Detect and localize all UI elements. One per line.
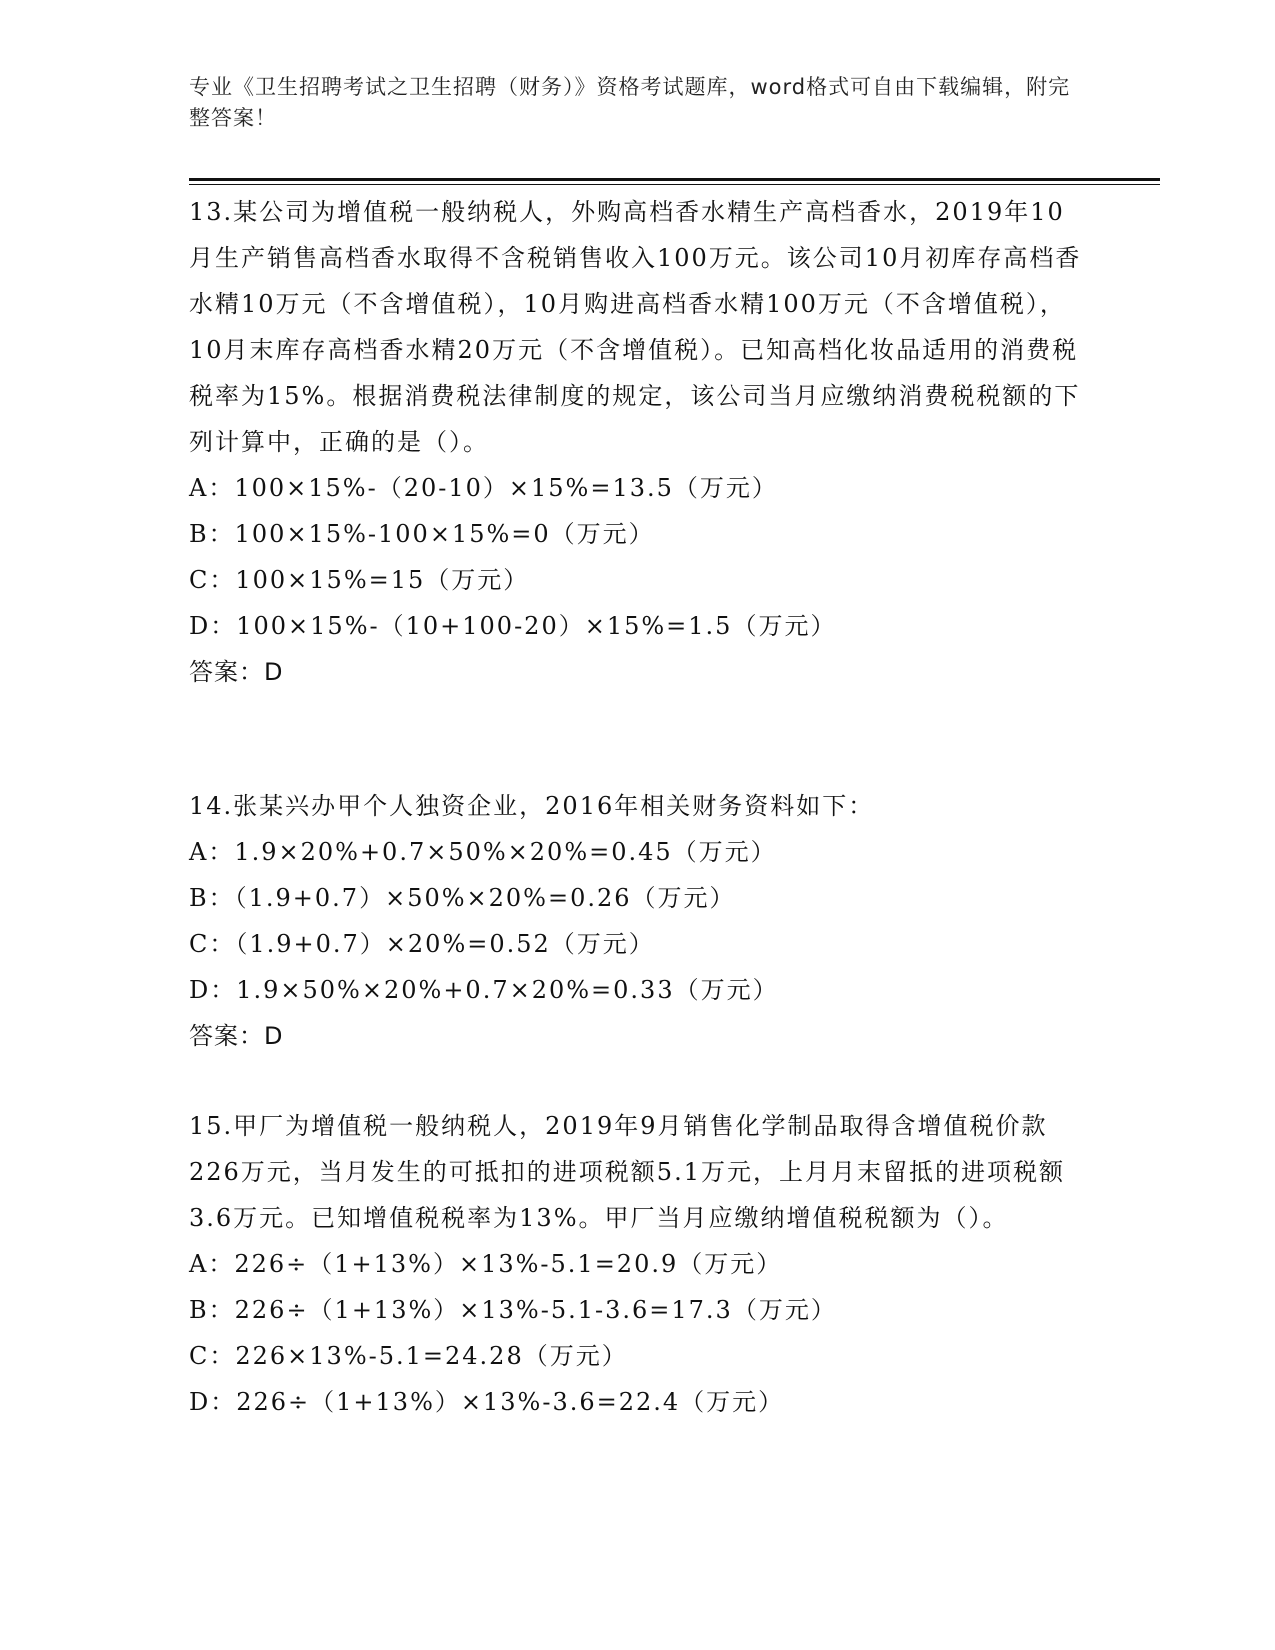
question-14 [189,783,1089,1059]
question-15 [189,1103,1089,1425]
question-13 [189,189,1089,695]
option-c: C：226×13%-5.1=24.28（万元） [189,1342,628,1370]
option-d: D：100×15%-（10+100-20）×15%=1.5（万元） [189,612,837,640]
option-c: C：（1.9+0.7）×20%=0.52（万元） [189,930,655,958]
header-divider [189,178,1160,181]
question-stem: 14.张某兴办甲个人独资企业，2016年相关财务资料如下： [189,792,875,820]
document-header: 专业《卫生招聘考试之卫生招聘（财务）》资格考试题库，word格式可自由下载编辑，附完整答案！ [189,75,1071,130]
option-a: A：100×15%-（20-10）×15%=13.5（万元） [189,474,778,502]
option-d: D：226÷（1+13%）×13%-3.6=22.4（万元） [189,1388,785,1416]
option-c: C：100×15%=15（万元） [189,566,530,594]
option-d: D：1.9×50%×20%+0.7×20%=0.33（万元） [189,976,779,1004]
answer-label: 答案：D [189,658,284,686]
option-a: A：1.9×20%+0.7×50%×20%=0.45（万元） [189,838,777,866]
option-a: A：226÷（1+13%）×13%-5.1=20.9（万元） [189,1250,783,1278]
answer-label: 答案：D [189,1022,284,1050]
question-stem: 13.某公司为增值税一般纳税人，外购高档香水精生产高档香水，2019年10月生产销售高档香水取得不含税销售收入100万元。该公司10月初库存高档香水精10万元（不含增值税），10月购进高档香水精100万元（不含增值税），10月末库存高档香水精20万元（不含增值税）。已知高档化妆品适用的消费税税率为15%。根据消费税法律制度的规定，该公司当月应缴纳消费税税额的下列计算中，正确的是（）。 [189,198,1082,456]
option-b: B：100×15%-100×15%=0（万元） [189,520,655,548]
option-b: B：226÷（1+13%）×13%-5.1-3.6=17.3（万元） [189,1296,837,1324]
question-stem: 15.甲厂为增值税一般纳税人，2019年9月销售化学制品取得含增值税价款226万元，当月发生的可抵扣的进项税额5.1万元，上月月末留抵的进项税额3.6万元。已知增值税税率为13%。甲厂当月应缴纳增值税税额为（）。 [189,1112,1065,1232]
option-b: B：（1.9+0.7）×50%×20%=0.26（万元） [189,884,736,912]
header-divider-thin [189,184,1160,185]
